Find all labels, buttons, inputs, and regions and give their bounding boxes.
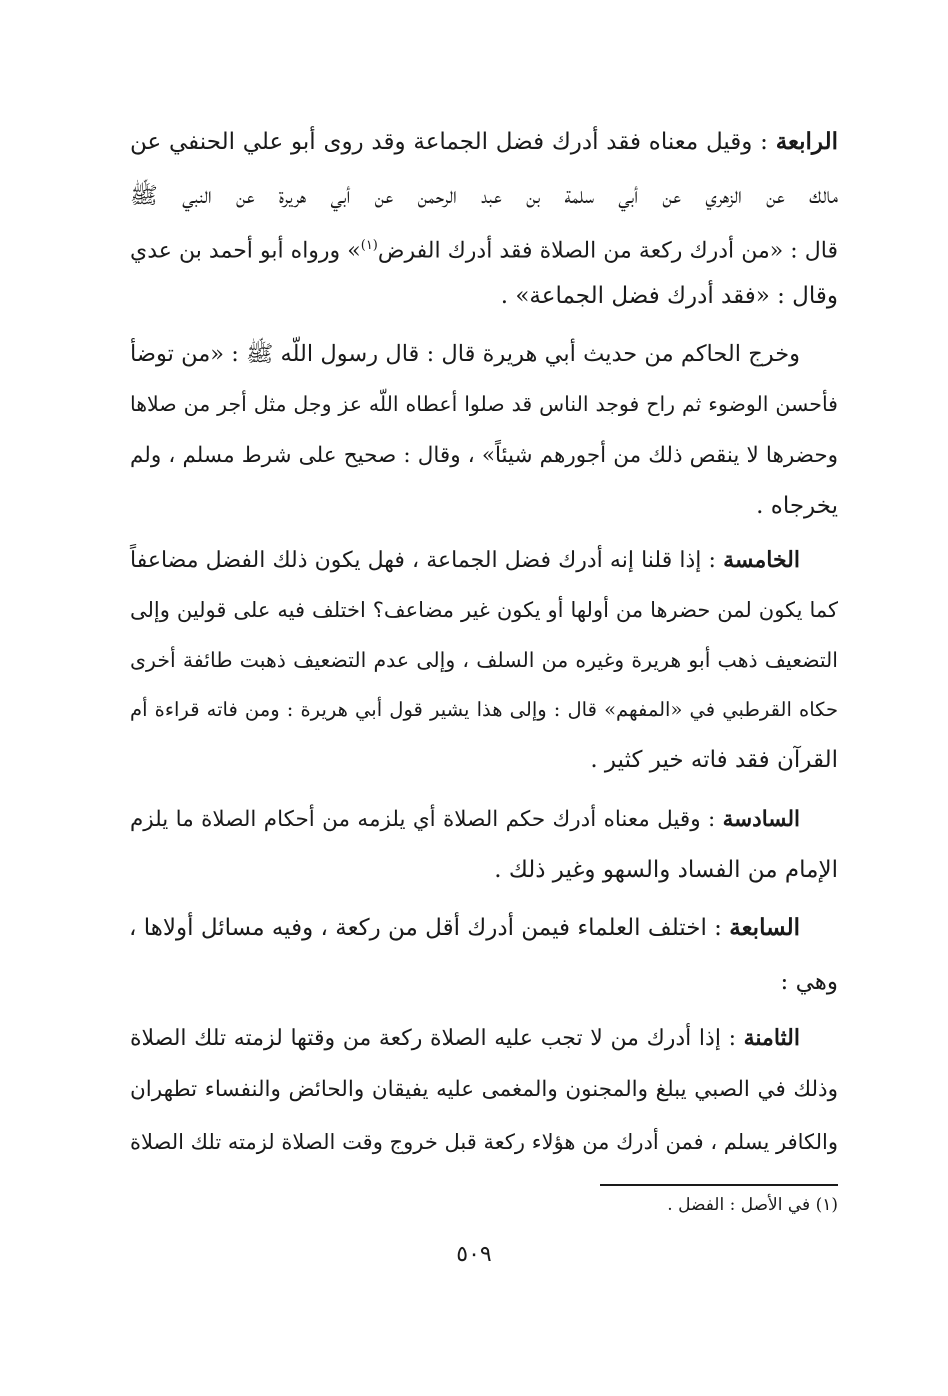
p7-line-2-text: وهي : (780, 969, 838, 995)
p8-line-2 (130, 1070, 838, 1110)
hakim-line-4 (130, 486, 838, 526)
p7-keyword: السابعة (729, 914, 800, 941)
p4-line-1 (130, 122, 838, 162)
p5-line-5-text: القرآن فقد فاته خير كثير . (590, 747, 838, 773)
p7-line-2 (130, 962, 838, 1002)
p6-line-1-text: : وقيل معناه أدرك حكم الصلاة أي يلزمه من أحكام الصلاة ما يلزم (130, 807, 723, 832)
p4-line-2-text: مالك عن الزهري عن أبي سلمة بن عبد الرحمن عن أبي هريرة عن النبي ﷺ (130, 183, 838, 209)
p8-line-1 (130, 1018, 838, 1058)
p5-line-3-text: التضعيف ذهب أبو هريرة وغيره من السلف ، وإلى عدم التضعيف ذهبت طائفة أخرى (130, 648, 838, 672)
p5-line-3 (130, 640, 838, 680)
hakim-line-1 (130, 334, 838, 374)
p4-line-3-text-b: » ورواه أبو أحمد بن عدي (130, 238, 361, 264)
p4-line-4-text: وقال : «فقد أدرك فضل الجماعة» . (500, 283, 838, 309)
p8-line-3-text: والكافر يسلم ، فمن أدرك من هؤلاء ركعة قبل خروج وقت الصلاة لزمته تلك الصلاة (130, 1130, 838, 1154)
p5-line-1-text: : إذا قلنا إنه أدرك فضل الجماعة ، فهل يكون ذلك الفضل مضاعفاً (130, 548, 724, 573)
p8-line-3 (130, 1122, 838, 1162)
hakim-line-2-text: فأحسن الوضوء ثم راح فوجد الناس قد صلوا أعطاه اللّه عز وجل مثل أجر من صلاها (130, 392, 838, 416)
p7-line-1 (130, 908, 838, 948)
footnote-separator (600, 1184, 838, 1186)
p8-keyword: الثامنة (743, 1025, 800, 1051)
p6-keyword: السادسة (722, 807, 800, 832)
hakim-line-3-text: وحضرها لا ينقص ذلك من أجورهم شيئاً» ، وقال : صحيح على شرط مسلم ، ولم (130, 443, 838, 468)
p4-line-3 (130, 226, 838, 266)
p6-line-2 (130, 850, 838, 890)
p4-line-2 (130, 176, 838, 216)
p4-keyword: الرابعة (775, 128, 838, 155)
p6-line-1 (130, 800, 838, 840)
p5-line-2 (130, 590, 838, 630)
p8-line-1-text: : إذا أدرك من لا تجب عليه الصلاة ركعة من وقتها لزمته تلك الصلاة (130, 1026, 744, 1051)
p7-line-1-text: : اختلف العلماء فيمن أدرك أقل من ركعة ، وفيه مسائل أولاها ، (129, 915, 730, 941)
p6-line-2-text: الإمام من الفساد والسهو وغير ذلك . (494, 857, 838, 883)
p4-line-1-text: : وقيل معناه فقد أدرك فضل الجماعة وقد روى أبو علي الحنفي عن (130, 129, 776, 155)
p4-line-3-text-a: قال : «من أدرك ركعة من الصلاة فقد أدرك الفرض (377, 238, 839, 264)
footnote-reference: (١) (360, 238, 378, 253)
p4-line-4 (130, 276, 838, 316)
hakim-line-3 (130, 436, 838, 476)
p5-line-4-text: حكاه القرطبي في «المفهم» قال : وإلى هذا يشير قول أبي هريرة : ومن فاته قراءة أم (130, 698, 838, 721)
p5-line-1 (130, 540, 838, 580)
hakim-line-4-text: يخرجاه . (756, 493, 838, 519)
hakim-line-1-text: وخرج الحاكم من حديث أبي هريرة قال : قال رسول اللّه ﷺ : «من توضأ (130, 341, 800, 367)
p8-line-2-text: وذلك في الصبي يبلغ والمجنون والمغمى عليه يفيقان والحائض والنفساء تطهران (130, 1077, 838, 1102)
p5-line-4 (130, 690, 838, 730)
hakim-line-2 (130, 384, 838, 424)
p5-line-5 (130, 740, 838, 780)
p5-keyword: الخامسة (723, 547, 800, 573)
footnote: (١) في الأصل : الفضل . (667, 1195, 838, 1215)
p5-line-2-text: كما يكون لمن حضرها من أولها أو يكون غير مضاعف؟ اختلف فيه على قولين وإلى (130, 598, 838, 622)
page-number: ٥٠٩ (456, 1242, 492, 1267)
